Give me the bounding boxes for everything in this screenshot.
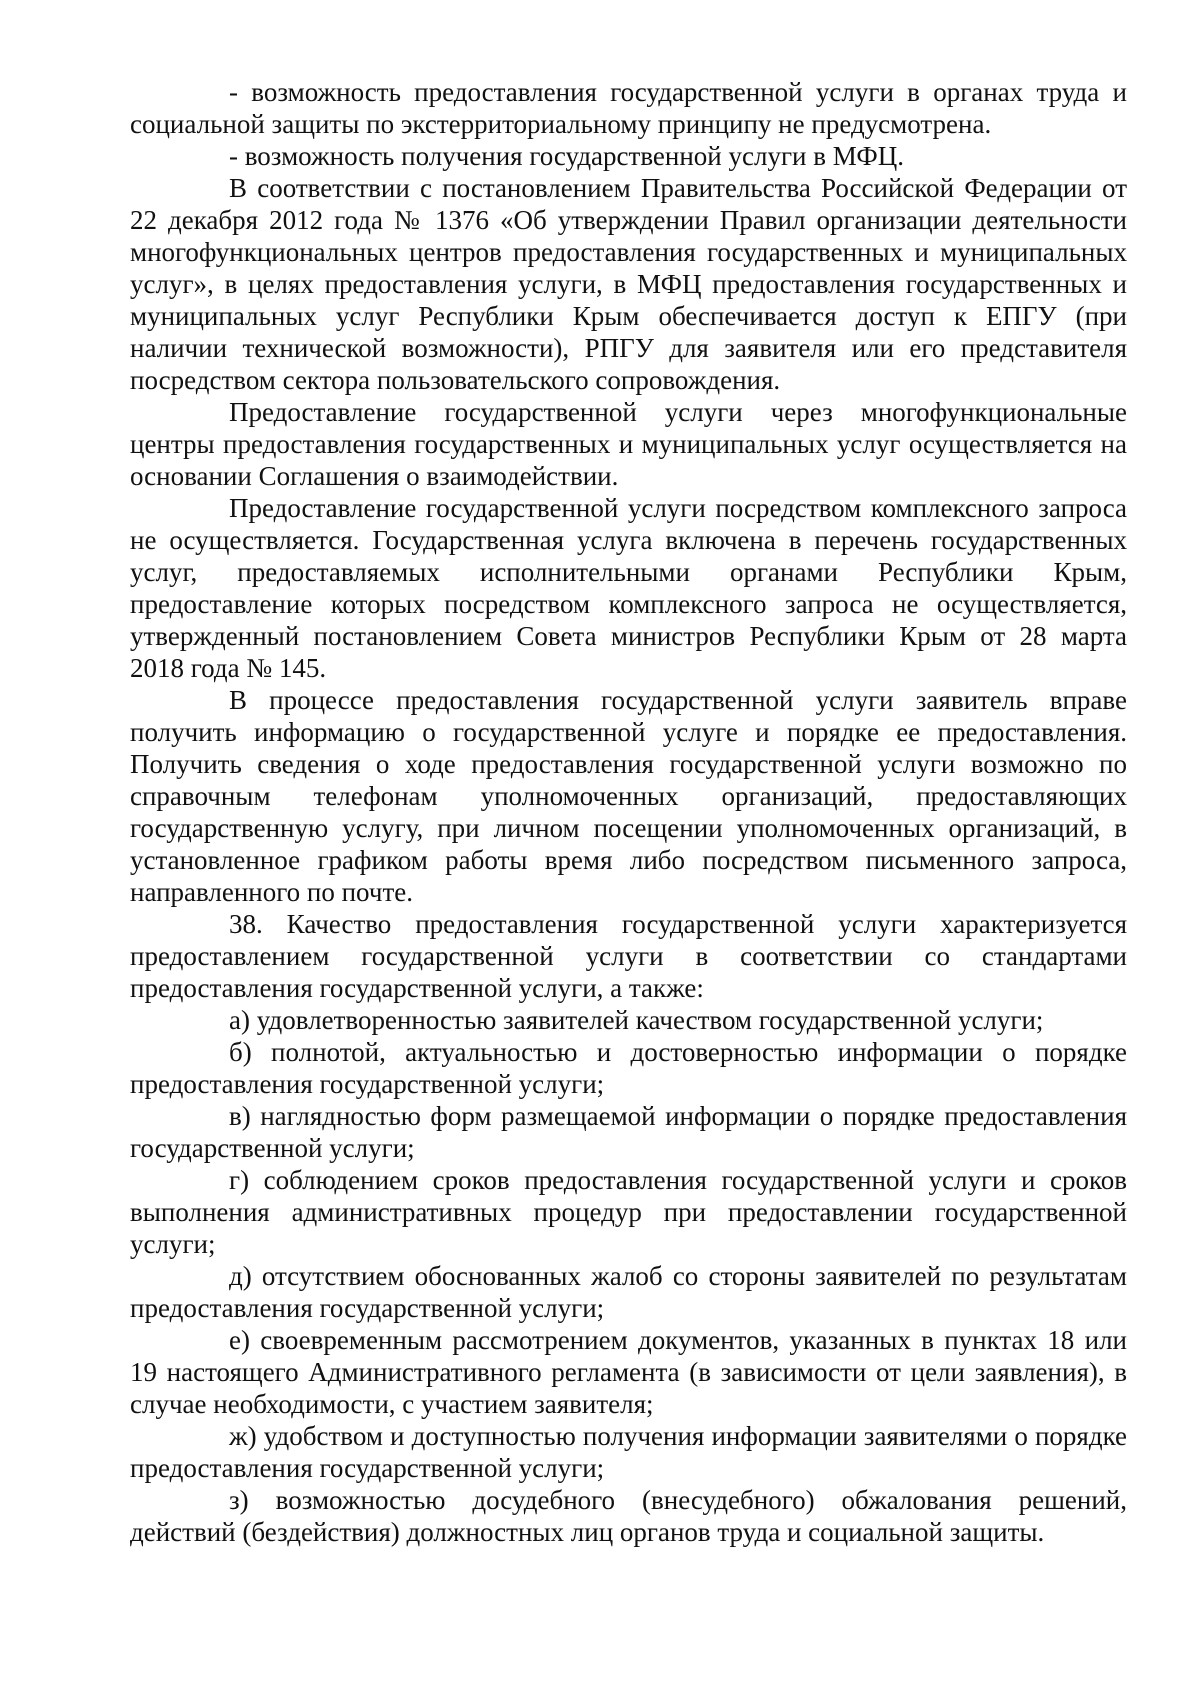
list-item-e: е) своевременным рассмотрением документов, указанных в пунктах 18 или 19 настоящего Административного регламента (в зависимости от цели заявления), в случае необходимости, с участием заявителя; <box>130 1325 1127 1419</box>
paragraph-mfc-agreement: Предоставление государственной услуги через многофункциональные центры предоставления государственных и муниципальных услуг осуществляется на основании Соглашения о взаимодействии. <box>130 397 1127 491</box>
list-item-g: г) соблюдением сроков предоставления государственной услуги и сроков выполнения административных процедур при предоставлении государственной услуги; <box>130 1165 1127 1259</box>
paragraph-complex-request: Предоставление государственной услуги посредством комплексного запроса не осуществляется. Государственная услуга включена в перечень государственных услуг, предоставляемых исполнительными органами Республики Крым, предоставление которых посредством комплексного запроса не осуществляется, утвержденный постановлением Совета министров Республики Крым от 28 марта 2018 года № 145. <box>130 493 1127 683</box>
paragraph-extraterritorial: - возможность предоставления государственной услуги в органах труда и социальной защиты по экстерриториальному принципу не предусмотрена. <box>130 77 1127 139</box>
list-item-z: з) возможностью досудебного (внесудебного) обжалования решений, действий (бездействия) должностных лиц органов труда и социальной защиты. <box>130 1485 1127 1547</box>
paragraph-government-decree: В соответствии с постановлением Правительства Российской Федерации от 22 декабря 2012 года № 1376 «Об утверждении Правил организации деятельности многофункциональных центров предоставления государственных и муниципальных услуг», в целях предоставления услуги, в МФЦ предоставления государственных и муниципальных услуг Республики Крым обеспечивается доступ к ЕПГУ (при наличии технической возможности), РПГУ для заявителя или его представителя посредством сектора пользовательского сопровождения. <box>130 173 1127 395</box>
list-item-zh: ж) удобством и доступностью получения информации заявителями о порядке предоставления государственной услуги; <box>130 1421 1127 1483</box>
document-page <box>130 76 1127 1548</box>
list-item-d: д) отсутствием обоснованных жалоб со стороны заявителей по результатам предоставления государственной услуги; <box>130 1261 1127 1323</box>
paragraph-item-38: 38. Качество предоставления государственной услуги характеризуется предоставлением государственной услуги в соответствии со стандартами предоставления государственной услуги, а также: <box>130 909 1127 1003</box>
list-item-b: б) полнотой, актуальностью и достоверностью информации о порядке предоставления государственной услуги; <box>130 1037 1127 1099</box>
list-item-a: а) удовлетворенностью заявителей качеством государственной услуги; <box>229 1005 1044 1035</box>
list-item-v: в) наглядностью форм размещаемой информации о порядке предоставления государственной услуги; <box>130 1101 1127 1163</box>
paragraph-information-process: В процессе предоставления государственной услуги заявитель вправе получить информацию о государственной услуге и порядке ее предоставления. Получить сведения о ходе предоставления государственной услуги возможно по справочным телефонам уполномоченных организаций, предоставляющих государственную услугу, при личном посещении уполномоченных организаций, в установленное графиком работы время либо посредством письменного запроса, направленного по почте. <box>130 685 1127 907</box>
paragraph-mfc-possibility: - возможность получения государственной услуги в МФЦ. <box>229 141 904 171</box>
